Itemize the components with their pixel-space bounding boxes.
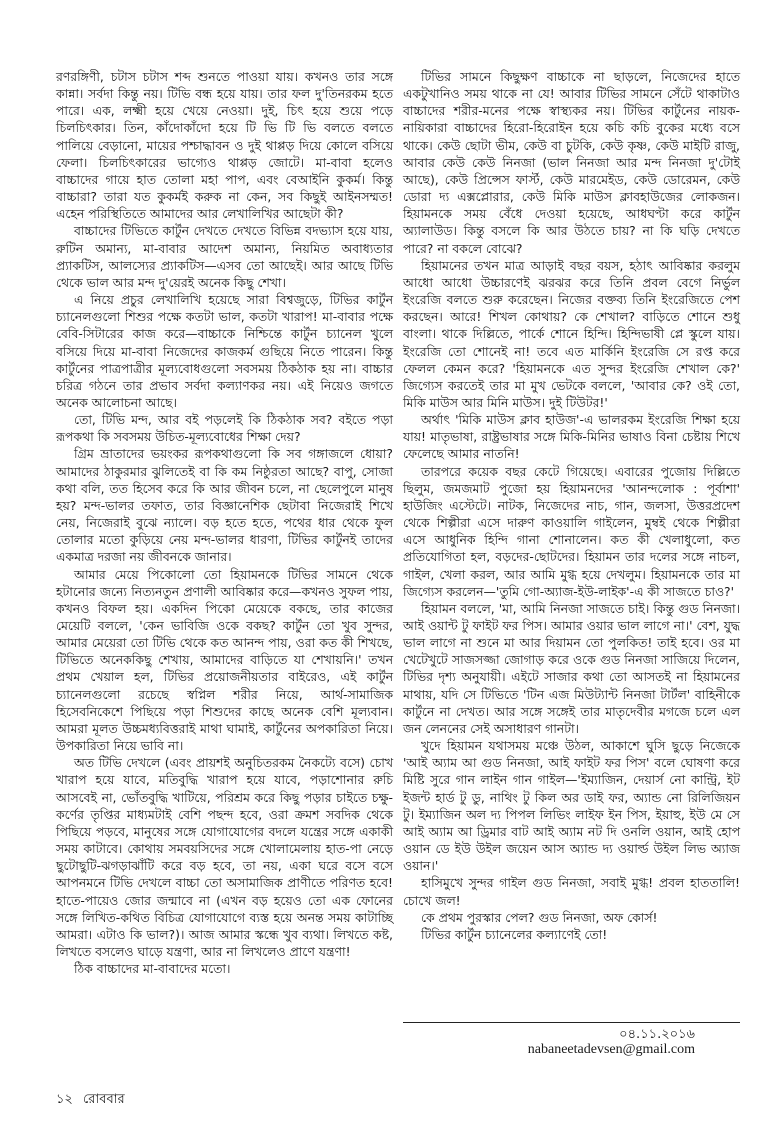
paragraph: বাচ্চাদের টিভিতে কার্টুন দেখতে দেখতে বিভিন্ন বদভ্যাস হয়ে যায়, রুটিন অমান্য, মা-বাবার আদেশ অমান্য, নিয়মিত অবাধ্যতার প্র্যাকটিস, আলস্যের প্র্যাকটিস—এসব তো আছেই। আর আছে টিভি থেকে ভাল আর মন্দ দু'য়েরই অনেক কিছু শেখা।: [56, 223, 393, 290]
paragraph: আমার মেয়ে পিকোলো তো হিয়ামনকে টিভির সামনে থেকে হটানোর জন্যে নিত্যনতুন প্রণালী আবিষ্কার করে—কখনও সুফল পায়, কখনও বিফল হয়। একদিন পিকো মেয়েকে বকছে, তার কাজের মেয়েটি বললে, 'কেন ভাবিজি ওকে বকছ? কার্টুন তো খুব সুন্দর, আমার মেয়েরা তো টিভি থেকে কত আনন্দ পায়, ওরা কত কী শিখছে, টিভিতে অনেককিছু শেখায়, আমাদের বাড়িতে যা শেখায়নি।' তখন প্রথম খেয়াল হল, টিভির প্রয়োজনীয়তার বাইরেও, এই কার্টুন চ্যানেলগুলো রচেছে স্বপ্নিল শরীর নিয়ে, আর্থ-সামাজিক হিসেবনিকেশে পিছিয়ে পড়া শিশুদের কাছে অনেক বেশি মূল্যবান। আমরা মূলত উচ্চমধ্যবিত্তরাই মাথা ঘামাই, কার্টুনের অপকারিতা নিয়ে। উপকারিতা নিয়ে ভাবি না।: [56, 566, 393, 754]
paragraph: কে প্রথম পুরস্কার পেল? গুড নিনজা, অফ কোর্স!: [421, 909, 658, 925]
page-number: ১২: [56, 1092, 73, 1107]
article-date: ০৪.১১.২০১৬: [619, 1027, 695, 1042]
paragraph: এ নিয়ে প্রচুর লেখালিখি হয়েছে সারা বিশ্বজুড়ে, টিভির কার্টুন চ্যানেলগুলো শিশুর পক্ষে কতটা ভাল, কতটা খারাপ! মা-বাবার পক্ষে বেবি-সিটারের কাজ করে—বাচ্চাকে নিশ্চিন্তে কার্টুন চ্যানেল খুলে বসিয়ে দিয়ে মা-বাবা নিজেদের কাজকর্ম গুছিয়ে নিতে পারেন। কিন্তু কার্টুনের পাত্রপাত্রীর মূল্যবোধগুলো সবসময় ঠিকঠাক হয় না। বাচ্চার চরিত্র গঠনে তার প্রভাব সর্বদা কল্যাণকর নয়। এই নিয়েও জগতে অনেক আলোচনা আছে।: [56, 292, 393, 410]
paragraph: হাসিমুখে সুন্দর গাইল গুড নিনজা, সবাই মুগ্ধ! প্রবল হাততালি! চোখে জল!: [403, 875, 740, 908]
paragraph: তো, টিভি মন্দ, আর বই পড়লেই কি ঠিকঠাক সব? বইতে পড়া রূপকথা কি সবসময় উচিত-মূল্যবোধের শিক্ষা দেয়?: [56, 412, 393, 445]
paragraph: ঠিক বাচ্চাদের মা-বাবাদের মতো।: [74, 961, 231, 977]
right-column: [403, 68, 740, 943]
page-footer: [56, 1090, 131, 1111]
author-email: nabaneetadevsen@gmail.com: [527, 1042, 695, 1057]
paragraph: রণরঙ্গিণী, চটাস চটাস শব্দ শুনতে পাওয়া যায়। কখনও তার সঙ্গে কান্না। সর্বদা কিন্তু নয়। টিভি বন্ধ হয়ে যায়। তার ফল দু'তিনরকম হতে পারে। এক, লক্ষ্মী হয়ে খেয়ে নেওয়া। দুই, চিৎ হয়ে শুয়ে পড়ে চিলচিৎকার। তিন, কাঁদোকাঁদো হয়ে টি ভি টি ভি বলতে বলতে পালিয়ে বেড়ানো, মায়ের পশ্চাদ্ধাবন ও দুই থাপ্পড় দিয়ে কোলে বসিয়ে ফেলা। চিলচিৎকারের ভাগ্যেও থাপ্পড় জোটে। মা-বাবা হলেও বাচ্চাদের গায়ে হাত তোলা মহা পাপ, এবং বেআইনি কুকর্ম। কিন্তু বাচ্চারা? তারা যত কুকর্মই করুক না কেন, সব কিছুই আইনসম্মত! এহেন পরিস্থিতিতে আমাদের আর লেখালিখির আছেটা কী?: [56, 69, 393, 222]
paragraph: টিভির কার্টুন চ্যানেলের কল্যাণেই তো!: [421, 926, 608, 942]
signature-divider: [403, 1022, 740, 1023]
paragraph: অত টিভি দেখলে (এবং প্রায়শই অনুচিতরকম নৈকট্যে বসে) চোখ খারাপ হয়ে যাবে, মতিবুদ্ধি খারাপ হয়ে যাবে, পড়াশোনার রুচি আসবেই না, ভোঁতবুদ্ধি খাটিয়ে, পরিশ্রম করে কিছু পড়ার চাইতে চক্ষু-কর্ণের তৃপ্তির মাধ্যমটাই বেশি পছন্দ হবে, ওরা ক্রমশ সবদিক থেকে পিছিয়ে পড়বে, মানুষের সঙ্গে যোগাযোগের বদলে যন্ত্রের সঙ্গে একাকী সময় কাটাবে। কোথায় সমবয়সিদের সঙ্গে খোলামেলায় হাত-পা নেড়ে ছুটোছুটি-ঝগড়াঝাঁটি করে বড় হবে, তা নয়, একা ঘরে বসে বসে আপনমনে টিভি দেখলে বাচ্চা তো অসামাজিক প্রাণীতে পরিণত হবে! হাতে-পায়েও জোর জন্মাবে না (এখন বড় হয়েও তো এক ফোনের সঙ্গে লিখিত-কথিত বিচিত্র যোগাযোগে ব্যস্ত হয়ে অনন্ত সময় কাটাচ্ছি আমরা। এটাও কি ভাল?)। আজ আমার স্কন্ধে খুব ব্যথা। লিখতে কষ্ট, লিখতে বসলেও ঘাড়ে যন্ত্রণা, আর না লিখলেও প্রাণে যন্ত্রণা!: [56, 755, 393, 959]
paragraph: গ্রিম ভ্রাতাদের ভয়ংকর রূপকথাগুলো কি সব গঙ্গাজলে ধোয়া? আমাদের ঠাকুরমার ঝুলিতেই বা কি কম নিষ্ঠুরতা আছে? বাপু, সোজা কথা বলি, তত হিসেব করে কি আর জীবন চলে, না ছেলেপুলে মানুষ হয়? মন্দ-ভালর তফাত, তার বিজ্ঞানেশিক ছেটাবা নিজেরাই শিখে নেয়, নিজেরাই বুঝে ন্যালে। বড় হতে হতে, পথের ধার থেকে ফুল তোলার মতো কুড়িয়ে নেয় মন্দ-ভালর ধারণা, টিভির কার্টুনই তাদের একমাত্র দরজা নয় জীবনকে জানার।: [56, 446, 393, 565]
section-name: রোববার: [83, 1092, 125, 1107]
paragraph: টিভির সামনে কিছুক্ষণ বাচ্চাকে না ছাড়লে, নিজেদের হাতে একটুখানিও সময় থাকে না যে! আবার টিভির সামনে সেঁটে থাকাটাও বাচ্চাদের শরীর-মনের পক্ষে স্বাস্থ্যকর নয়। টিভির কার্টুনের নায়ক-নায়িকারা বাচ্চাদের হিরো-হিরোইন হয়ে কচি কচি বুকের মধ্যে বসে থাকে। কেউ ছোটা ভীম, কেউ বা চুটকি, কেউ কৃষ্ণ, কেউ মাইটি রাজু, আবার কেউ কেউ নিনজা (ভাল নিনজা আর মন্দ নিনজা দু'টোই আছে), কেউ প্রিন্সেস ফার্স্ট, কেউ মারমেইড, কেউ ডোরেমন, কেউ ডোরা দ্য এক্সপ্লোরার, কেউ মিকি মাউস ক্লাবহাউজের লোকজন। হিয়ামনকে সময় বেঁধে দেওয়া হয়েছে, আধঘণ্টা করে কার্টুন অ্যালাউড। কিন্তু বসলে কি আর উঠতে চায়? না কি ঘড়ি দেখতে পারে? না বকলে বোঝে?: [403, 69, 740, 256]
paragraph: খুদে হিয়ামন যথাসময় মঞ্চে উঠল, আকাশে ঘুসি ছুড়ে নিজেকে 'আই অ্যাম আ গুড নিনজা, আই ফাইট ফর পিস' বলে ঘোষণা করে মিষ্টি সুরে গান লাইন গান গাইল—'ইম্যাজিন, দেয়ার্স নো কান্ট্রি, ইট ইজন্ট হার্ড টু ডু, নাথিং টু কিল অর ডাই ফর, অ্যান্ড নো রিলিজিয়ন টু। ইম্যাজিন অল দ্য পিপল লিভিং লাইফ ইন পিস, ইয়াহু, ইউ মে সে আই অ্যাম আ ড্রিমার বাট আই অ্যাম নট দি ওনলি ওয়ান, আই হোপ ওয়ান ডে ইউ উইল জয়েন আস অ্যান্ড দ্য ওয়ার্ল্ড উইল লিভ অ্যাজ ওয়ান।': [403, 738, 740, 874]
paragraph: তারপরে কয়েক বছর কেটে গিয়েছে। এবারের পুজোয় দিল্লিতে ছিলুম, জমজমাট পুজো হয় হিয়ামনদের 'আনন্দলোক : পূর্বাশা' হাউজিং এস্টেটে। নাটক, নিজেদের নাচ, গান, জলসা, উত্তরপ্রদেশ থেকে শিল্পীরা এসে দারুণ কাওয়ালি গাইলেন, মুম্বই থেকে শিল্পীরা এসে আধুনিক হিন্দি গানা শোনালেন। কত কী খেলাধুলো, কত প্রতিযোগিতা হল, বড়দের-ছোটদের। হিয়ামন তার দলের সঙ্গে নাচল, গাইল, খেলা করল, আর আমি মুগ্ধ হয়ে দেখলুম। হিয়ামনকে তার মা জিগ্যেস করলেন—'তুমি গো-অ্যাজ-ইউ-লাইক'-এ কী সাজতে চাও?': [403, 463, 740, 599]
left-column: [56, 68, 393, 977]
paragraph: হিয়ামন বললে, 'মা, আমি নিনজা সাজতে চাই। কিন্তু গুড নিনজা। আই ওয়ান্ট টু ফাইট ফর পিস। আমার ওয়ার ভাল লাগে না।' বেশ, যুদ্ধ ভাল লাগে না শুনে মা আর দিয়ামন তো পুলকিত! তাই হবে। ওর মা খেটেখুটে সাজসজ্জা জোগাড় করে ওকে গুড নিনজা সাজিয়ে দিলেন, টিভির দৃশ্য অনুযায়ী। এইটে সাজার কথা তো আসতই না হিয়ামনের মাথায়, যদি সে টিভিতে 'টিন এজ মিউট্যান্ট নিনজা টার্টল' বাহিনীকে কার্টুনে না দেখত। আর সঙ্গে সঙ্গেই তার মাতৃদেবীর মগজে চলে এল জন লেননের সেই অসাধারণ গানটা।: [403, 600, 740, 736]
paragraph: অর্থাৎ 'মিকি মাউস ক্লাব হাউজ'-এ ভালরকম ইংরেজি শিক্ষা হয়ে যায়! মাতৃভাষা, রাষ্ট্রভাষার সঙ্গে মিকি-মিনির ভাষাও বিনা চেষ্টায় শিখে ফেলেছে আমার নাতনি!: [403, 412, 740, 462]
paragraph: হিয়ামনের তখন মাত্র আড়াই বছর বয়স, হঠাৎ আবিষ্কার করলুম আধো আধো উচ্চারণেই ঝরঝর করে তিনি প্রবল বেগে নির্ভুল ইংরেজি বলতে শুরু করেছেন। নিজের বক্তব্য তিনি ইংরেজিতে পেশ করছেন। আরে! শিখল কোথায়? কে শেখাল? বাড়িতে শোনে শুধু বাংলা। থাকে দিল্লিতে, পার্কে শোনে হিন্দি। হিন্দিভাষী প্লে স্কুলে যায়। ইংরেজি তো শোনেই না! তবে এত মার্কিনি ইংরেজি সে রপ্ত করে ফেলল কেমন করে? 'হিয়ামনকে এত সুন্দর ইংরেজি শেখাল কে?' জিগ্যেস করতেই তার মা মুখ ভেটকে বললে, 'আবার কে? ওই তো, মিকি মাউস আর মিনি মাউস। দুই টিউটর!': [403, 257, 740, 410]
